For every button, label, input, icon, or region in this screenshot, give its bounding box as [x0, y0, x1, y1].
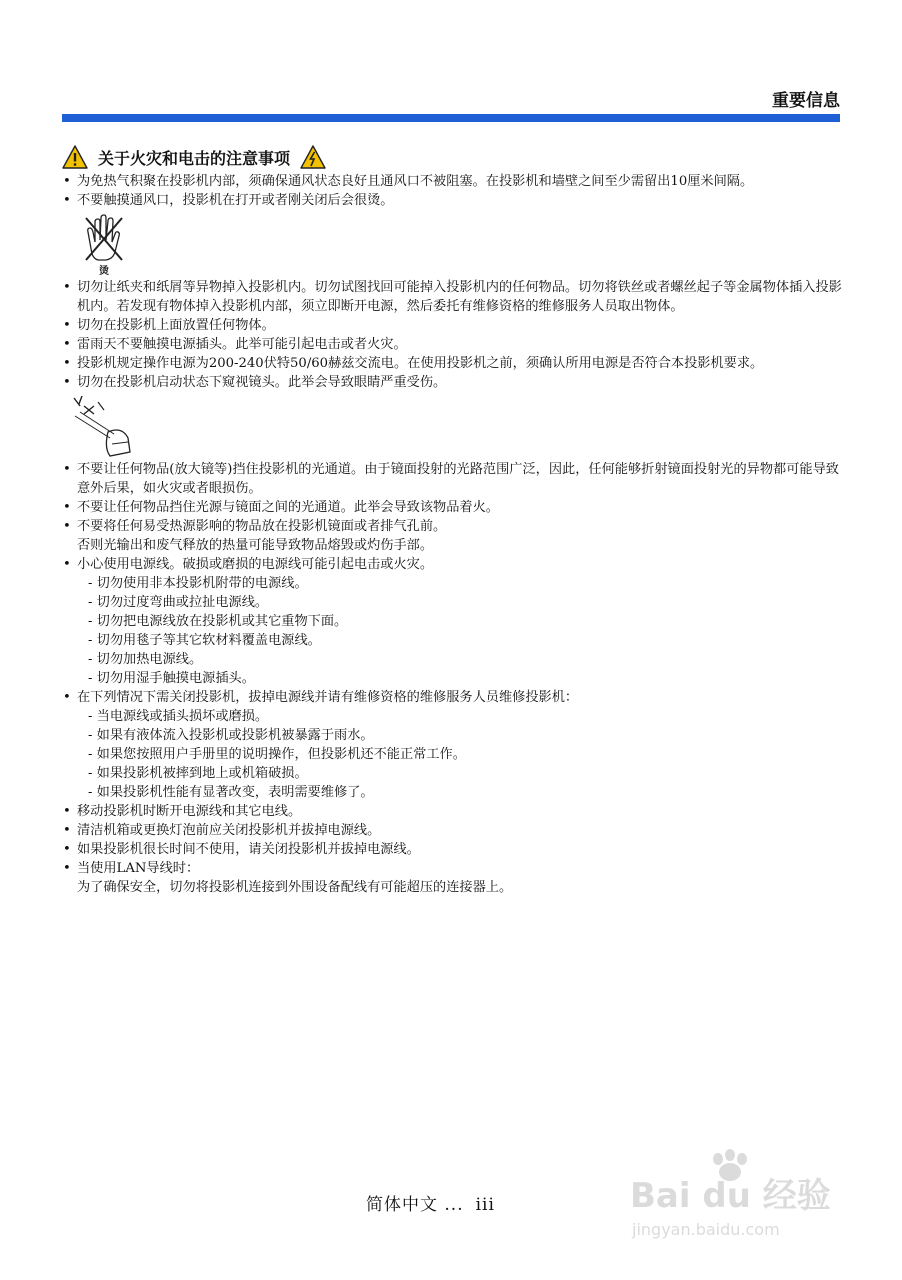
list-item: • 不要触摸通风口，投影机在打开或者刚关闭后会很烫。: [62, 191, 842, 210]
footer-language: 简体中文 ...: [366, 1195, 464, 1215]
list-item: • 不要将任何易受热源影响的物品放在投影机镜面或者排气孔前。: [62, 517, 842, 536]
list-item: • 切勿让纸夹和纸屑等异物掉入投影机内。切勿试图找回可能掉入投影机内的任何物品。切勿将铁丝或者螺丝起子等金属物体插入投影机内。若发现有物体掉入投影机内部，须立即断开电源，然后委托有维修资格的维修服务人员取出物体。: [62, 278, 842, 316]
list-item: • 切勿在投影机上面放置任何物体。: [62, 316, 842, 335]
watermark-logo: [630, 1145, 840, 1245]
lens-warning-illustration: [62, 392, 842, 460]
watermark-brand: Bai du 经验: [630, 1176, 831, 1216]
list-item: • 小心使用电源线。破损或磨损的电源线可能引起电击或火灾。: [62, 555, 842, 574]
sub-item: - 如果您按照用户手册里的说明操作，但投影机还不能正常工作。: [88, 747, 466, 762]
hot-surface-illustration: [62, 210, 842, 278]
warning-icon: [62, 145, 88, 169]
sub-item: - 切勿把电源线放在投影机或其它重物下面。: [88, 614, 348, 629]
list-item: • 清洁机箱或更换灯泡前应关闭投影机并拔掉电源线。: [62, 821, 842, 840]
list-item: • 当使用LAN导线时：: [62, 859, 842, 878]
sub-item: - 切勿过度弯曲或拉扯电源线。: [88, 595, 269, 610]
list-item: • 雷雨天不要触摸电源插头。此举可能引起电击或者火灾。: [62, 335, 842, 354]
watermark-url: jingyan.baidu.com: [632, 1220, 780, 1239]
list-item: • 如果投影机很长时间不使用，请关闭投影机并拔掉电源线。: [62, 840, 842, 859]
sub-item: - 切勿用湿手触摸电源插头。: [88, 671, 255, 686]
page-header-title: 重要信息: [772, 91, 840, 111]
list-item: • 切勿在投影机启动状态下窥视镜头。此举会导致眼睛严重受伤。: [62, 373, 842, 392]
hot-label: 烫: [99, 266, 109, 277]
list-item-continuation: 否则光输出和废气释放的热量可能导致物品熔毁或灼伤手部。: [77, 538, 434, 553]
electric-shock-warning-icon: [300, 145, 326, 169]
hand-prohibited-icon: [74, 210, 134, 278]
header-rule: [62, 114, 840, 122]
do-not-look-into-lens-icon: [70, 392, 140, 460]
section-title: 关于火灾和电击的注意事项: [98, 148, 291, 168]
sub-item: - 如果有液体流入投影机或投影机被暴露于雨水。: [88, 728, 374, 743]
list-item: • 投影机规定操作电源为200-240伏特50/60赫兹交流电。在使用投影机之前，须确认所用电源是否符合本投影机要求。: [62, 354, 842, 373]
page-number: iii: [475, 1195, 495, 1215]
sub-item: - 如果投影机性能有显著改变，表明需要维修了。: [88, 785, 374, 800]
list-item: • 不要让任何物品(放大镜等)挡住投影机的光通道。由于镜面投射的光路范围广泛，因此，任何能够折射镜面投射光的异物都可能导致意外后果，如火灾或者眼损伤。: [62, 460, 842, 498]
page-footer: [366, 1190, 495, 1215]
list-item-continuation: 为了确保安全，切勿将投影机连接到外围设备配线有可能超压的连接器上。: [77, 880, 513, 895]
sub-item: - 切勿使用非本投影机附带的电源线。: [88, 576, 308, 591]
sub-item: - 如果投影机被摔到地上或机箱破损。: [88, 766, 308, 781]
safety-notes: [62, 172, 842, 897]
list-item: • 为免热气积聚在投影机内部，须确保通风状态良好且通风口不被阻塞。在投影机和墙壁之间至少需留出10厘米间隔。: [62, 172, 842, 191]
list-item: • 不要让任何物品挡住光源与镜面之间的光通道。此举会导致该物品着火。: [62, 498, 842, 517]
list-item: • 移动投影机时断开电源线和其它电线。: [62, 802, 842, 821]
sub-item: - 切勿用毯子等其它软材料覆盖电源线。: [88, 633, 321, 648]
section-heading: [62, 143, 326, 171]
sub-item: - 当电源线或插头损坏或磨损。: [88, 709, 269, 724]
sub-item: - 切勿加热电源线。: [88, 652, 203, 667]
list-item: • 在下列情况下需关闭投影机，拔掉电源线并请有维修资格的维修服务人员维修投影机：: [62, 688, 842, 707]
